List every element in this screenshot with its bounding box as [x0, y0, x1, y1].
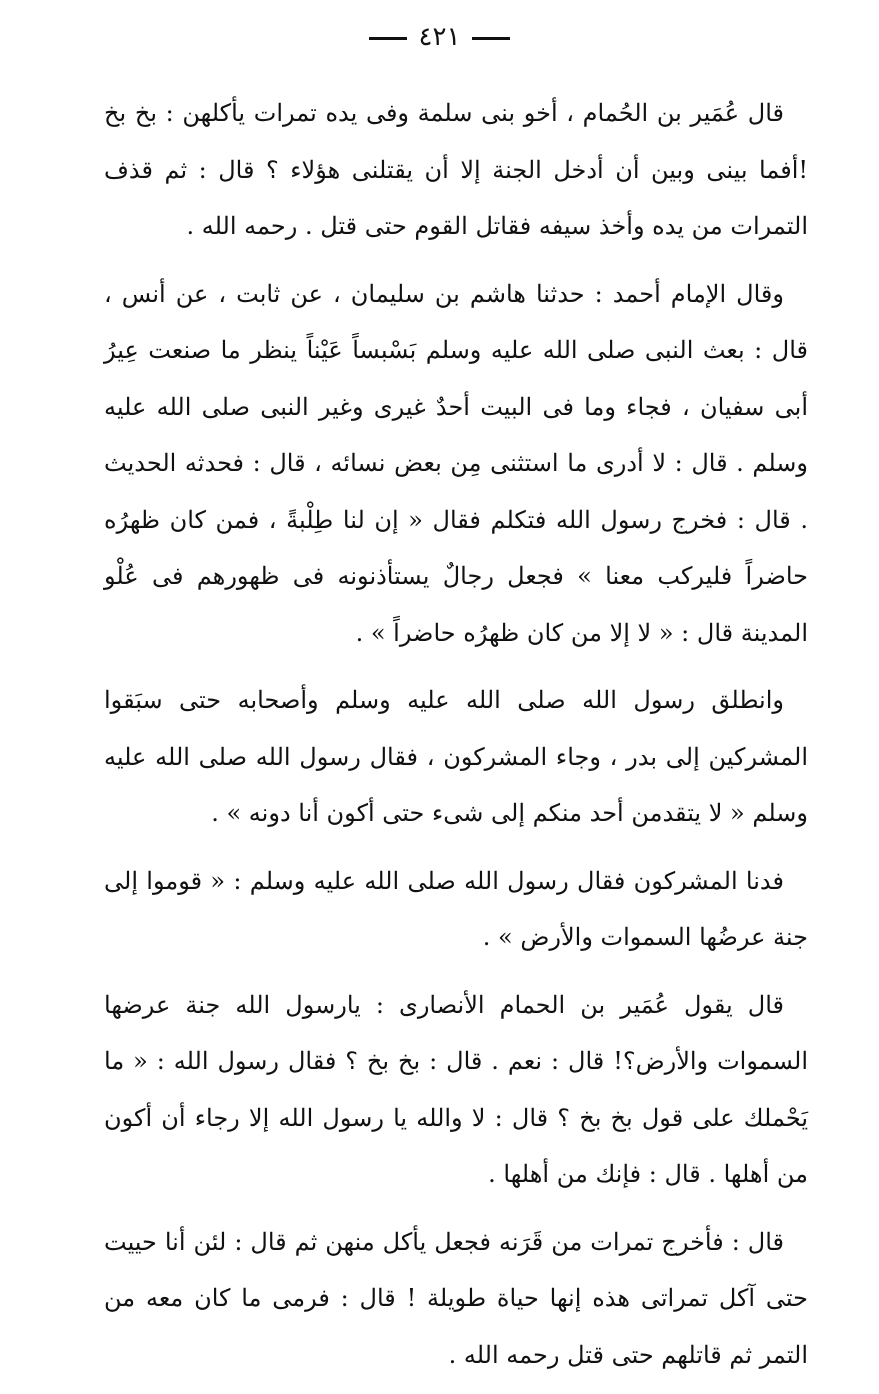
paragraph-3: وانطلق رسول الله صلى الله عليه وسلم وأصحابه حتى سبَقوا المشركين إلى بدر ، وجاء المشركون ، فقال رسول الله صلى الله عليه وسلم « لا يتقدمن أحد منكم إلى شىء حتى أكون أنا دونه » . — [104, 686, 808, 827]
header-dash-left — [472, 37, 510, 40]
paragraph-5: قال يقول عُمَير بن الحمام الأنصارى : يارسول الله جنة عرضها السموات والأرض؟! قال : نعم . قال : بخ بخ ؟ فقال رسول الله : « ما يَحْملك على قول بخ بخ ؟ قال : لا والله يا رسول الله إلا رجاء أن أكون من أهلها . قال : فإنك من أهلها . — [104, 990, 808, 1188]
paragraph-4: فدنا المشركون فقال رسول الله صلى الله عليه وسلم : « قوموا إلى جنة عرضُها السموات والأرض » . — [104, 866, 808, 951]
body-text — [104, 85, 808, 1394]
paragraph-1: قال عُمَير بن الحُمام ، أخو بنى سلمة وفى يده تمرات يأكلهن : بخ بخ !أفما بينى وبين أن أدخل الجنة إلا أن يقتلنى هؤلاء ؟ قال : ثم قذف التمرات من يده وأخذ سيفه فقاتل القوم حتى قتل . رحمه الله . — [104, 99, 808, 240]
paragraph-2: وقال الإمام أحمد : حدثنا هاشم بن سليمان ، عن ثابت ، عن أنس ، قال : بعث النبى صلى الله عليه وسلم بَسْبساً عَيْناً ينظر ما صنعت عِيرُ أبى سفيان ، فجاء وما فى البيت أحدٌ غيرى وغير النبى صلى الله عليه وسلم . قال : لا أدرى ما استثنى مِن بعض نسائه ، قال : فحدثه الحديث . قال : فخرج رسول الله فتكلم فقال « إن لنا طِلْبةً ، فمن كان ظهرُه حاضراً فليركب معنا » فجعل رجالٌ يستأذنونه فى ظهورهم فى عُلْو المدينة قال : « لا إلا من كان ظهرُه حاضراً » . — [104, 279, 808, 647]
page-number: ٤٢١ — [418, 22, 461, 52]
header-dash-right — [369, 37, 407, 40]
page-header — [0, 20, 879, 54]
paragraph-6: قال : فأخرج تمرات من قَرَنه فجعل يأكل منهن ثم قال : لئن أنا حييت حتى آكل تمراتى هذه إنها حياة طويلة ! قال : فرمى ما كان معه من التمر ثم قاتلهم حتى قتل رحمه الله . — [104, 1227, 808, 1369]
